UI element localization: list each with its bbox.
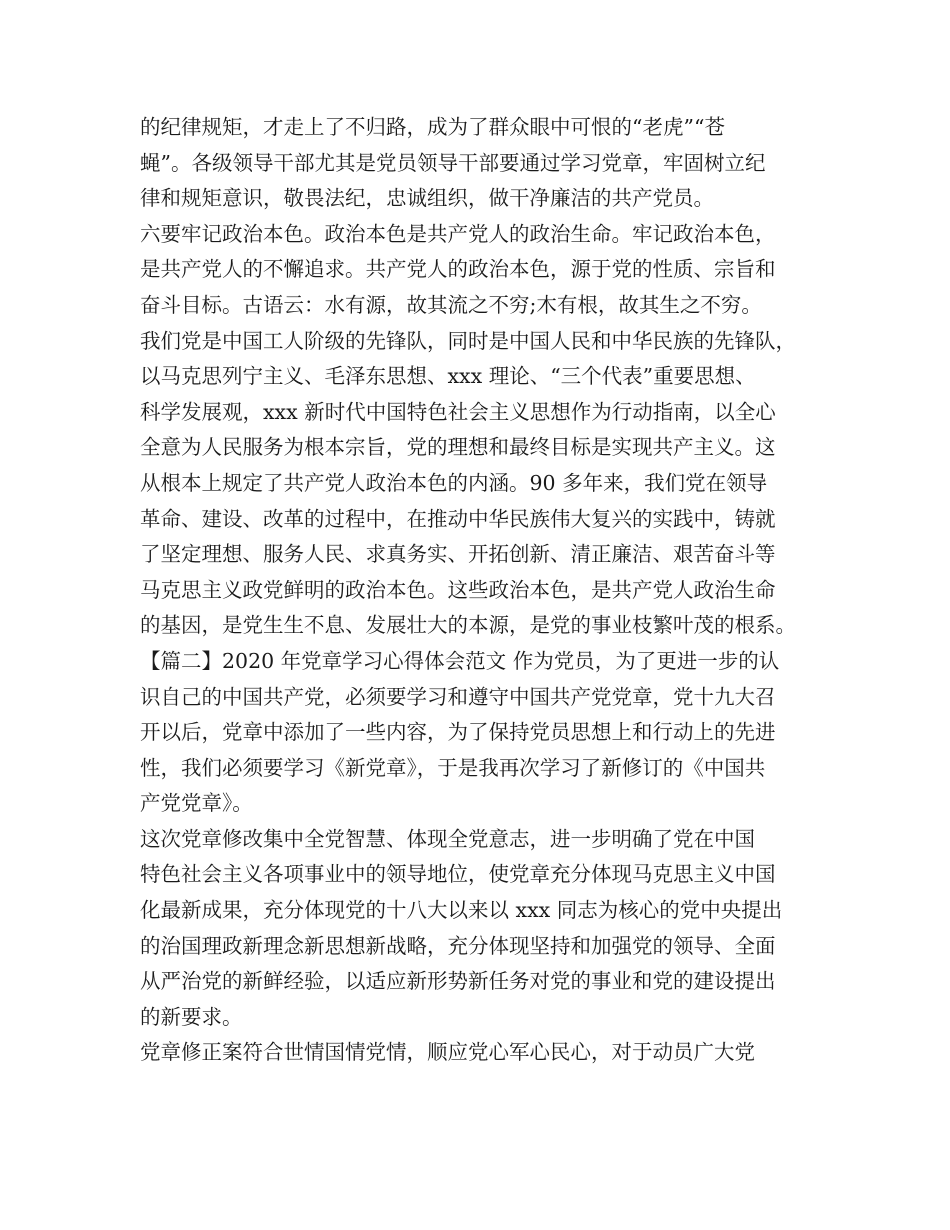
text-line: 特色社会主义各项事业中的领导地位，使党章充分体现马克思主义中国 xyxy=(140,862,776,887)
text-line: 律和规矩意识，敬畏法纪，忠诚组织，做干净廉洁的共产党员。 xyxy=(140,186,714,211)
section-heading-line: 【篇二】2020 年党章学习心得体会范文 作为党员，为了更进一步的认 xyxy=(140,648,780,673)
text-line: 的基因，是党生生不息、发展壮大的本源，是党的事业枝繁叶茂的根系。 xyxy=(140,613,796,638)
text-line: 开以后，党章中添加了一些内容，为了保持党员思想上和行动上的先进 xyxy=(140,720,776,745)
text-line: 性，我们必须要学习《新党章》，于是我再次学习了新修订的《中国共 xyxy=(140,755,766,780)
text-line: 马克思主义政党鲜明的政治本色。这些政治本色，是共产党人政治生命 xyxy=(140,577,776,602)
text-line: 了坚定理想、服务人民、求真务实、开拓创新、清正廉洁、艰苦奋斗等 xyxy=(140,542,776,567)
text-line: 革命、建设、改革的过程中，在推动中华民族伟大复兴的实践中，铸就 xyxy=(140,506,776,531)
text-line: 的新要求。 xyxy=(140,1004,243,1029)
text-line: 科学发展观，xxx 新时代中国特色社会主义思想作为行动指南，以全心 xyxy=(140,399,776,424)
text-line: 蝇”。各级领导干部尤其是党员领导干部要通过学习党章，牢固树立纪 xyxy=(140,150,766,175)
text-line: 以马克思列宁主义、毛泽东思想、xxx 理论、“三个代表”重要思想、 xyxy=(140,364,756,389)
text-line: 从根本上规定了共产党人政治本色的内涵。90 多年来，我们党在领导 xyxy=(140,470,768,495)
text-line: 我们党是中国工人阶级的先锋队，同时是中国人民和中华民族的先锋队， xyxy=(140,328,796,353)
text-line: 党章修正案符合世情国情党情，顺应党心军心民心，对于动员广大党 xyxy=(140,1040,755,1065)
text-line: 全意为人民服务为根本宗旨，党的理想和最终目标是实现共产主义。这 xyxy=(140,435,776,460)
text-line: 从严治党的新鲜经验，以适应新形势新任务对党的事业和党的建设提出 xyxy=(140,969,776,994)
text-line: 的治国理政新理念新思想新战略，充分体现坚持和加强党的领导、全面 xyxy=(140,933,776,958)
text-line: 化最新成果，充分体现党的十八大以来以 xxx 同志为核心的党中央提出 xyxy=(140,898,783,923)
body-text xyxy=(140,110,830,1071)
text-line: 产党党章》。 xyxy=(140,791,253,816)
text-line: 奋斗目标。古语云：水有源，故其流之不穷;木有根，故其生之不穷。 xyxy=(140,292,762,317)
text-line: 这次党章修改集中全党智慧、体现全党意志，进一步明确了党在中国 xyxy=(140,826,755,851)
text-line: 的纪律规矩，才走上了不归路，成为了群众眼中可恨的“老虎”“苍 xyxy=(140,115,725,139)
text-line: 六要牢记政治本色。政治本色是共产党人的政治生命。牢记政治本色， xyxy=(140,221,776,246)
text-line: 识自己的中国共产党，必须要学习和遵守中国共产党党章，党十九大召 xyxy=(140,684,776,709)
text-line: 是共产党人的不懈追求。共产党人的政治本色，源于党的性质、宗旨和 xyxy=(140,257,776,282)
